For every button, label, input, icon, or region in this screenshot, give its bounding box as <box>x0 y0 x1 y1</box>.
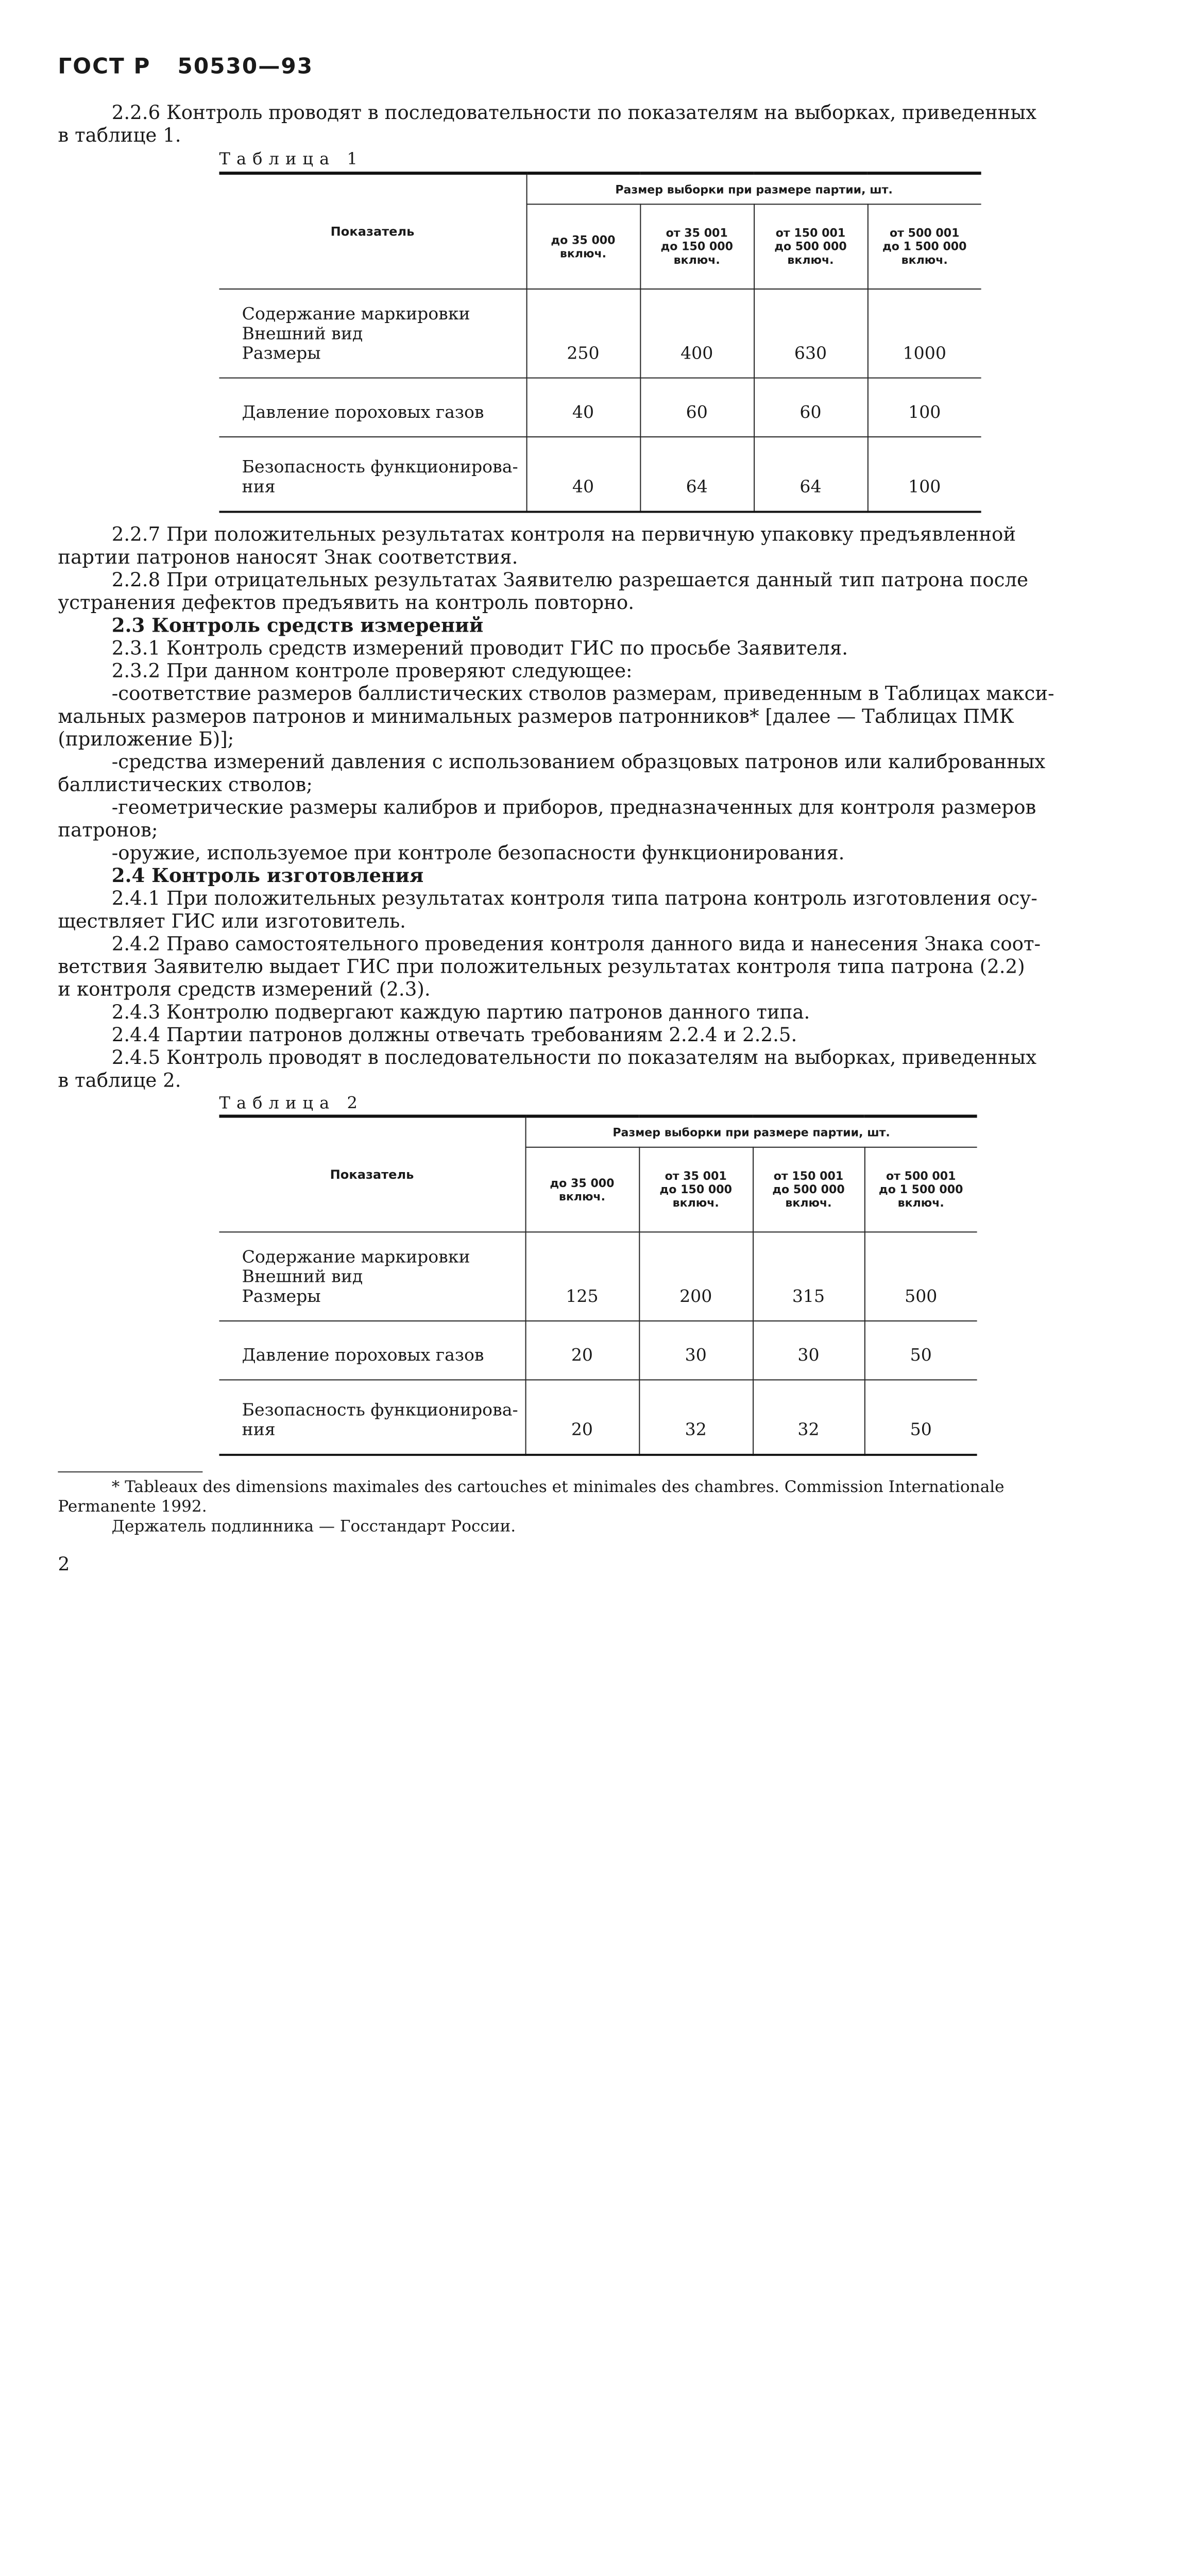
sample-size-group-header: Размер выборки при размере партии, шт. <box>525 1116 977 1147</box>
col-label: включ. <box>673 253 720 267</box>
col-label: до 35 000 включ. <box>551 233 616 260</box>
row-label-line: Содержание маркировки <box>242 304 470 324</box>
table-cell: 40 <box>526 437 640 512</box>
table-cell: 32 <box>753 1380 864 1454</box>
paragraph-2-4-5: 2.4.5 Контроль проводят в последовательности по показателям на выборках, приведенных <box>111 1047 1037 1070</box>
col-label: включ. <box>901 253 948 267</box>
table-cell: 125 <box>525 1232 639 1321</box>
table-cell: 200 <box>639 1232 753 1321</box>
section-heading-2-4: 2.4 Контроль изготовления <box>111 865 424 888</box>
paragraph-2-2-7-cont: партии патронов наносят Знак соответствия. <box>58 547 518 569</box>
table-1 <box>219 172 981 512</box>
column-header <box>867 204 981 289</box>
table-row <box>219 378 981 437</box>
col-label: от 500 001 <box>889 226 960 240</box>
row-label-line: Безопасность функционирова- <box>242 456 518 477</box>
row-label: Давление пороховых газов <box>219 378 526 437</box>
footnote-text: * Tableaux des dimensions maximales des cartouches et minimales des chambres. Commission Internationale <box>111 1478 1005 1497</box>
paragraph-2-2-8-cont: устранения дефектов предъявить на контроль повторно. <box>58 592 635 615</box>
table-cell: 20 <box>525 1321 639 1380</box>
col-label: от 150 001 <box>773 1169 844 1183</box>
col-label: от 35 001 <box>666 226 728 240</box>
column-header <box>639 1147 753 1232</box>
table-cell: 30 <box>639 1321 753 1380</box>
col-label: от 150 001 <box>775 226 846 240</box>
row-label-line: Внешний вид <box>242 324 363 344</box>
row-label: Давление пороховых газов <box>219 1321 525 1380</box>
paragraph-2-4-2-cont: и контроля средств измерений (2.3). <box>58 979 431 1001</box>
paragraph-2-4-5-cont: в таблице 2. <box>58 1070 181 1092</box>
table-row <box>219 1321 977 1380</box>
table-cell: 315 <box>753 1232 864 1321</box>
paragraph-2-4-1: 2.4.1 При положительных результатах контроля типа патрона контроль изготовления осу- <box>111 888 1037 910</box>
footnote-text-cont: Permanente 1992. <box>58 1497 207 1516</box>
paragraph-2-3-1: 2.3.1 Контроль средств измерений проводит ГИС по просьбе Заявителя. <box>111 638 848 660</box>
col-label: включ. <box>787 253 834 267</box>
table-cell: 100 <box>867 437 981 512</box>
table-row <box>219 1380 977 1454</box>
column-header <box>526 204 640 289</box>
footnote-divider <box>58 1471 202 1472</box>
row-label <box>219 437 526 512</box>
col-label: включ. <box>558 1190 606 1204</box>
table-1-caption: Таблица 1 <box>219 149 364 169</box>
list-item: -геометрические размеры калибров и приборов, предназначенных для контроля размеров <box>111 797 1036 819</box>
row-label-line: Безопасность функционирова- <box>242 1399 518 1419</box>
col-label: до 500 000 <box>772 1183 845 1197</box>
sample-size-group-header: Размер выборки при размере партии, шт. <box>526 173 981 204</box>
col-label: до 500 000 <box>774 240 847 253</box>
col-label: от 35 001 <box>665 1169 727 1183</box>
paragraph-2-2-6-cont: в таблице 1. <box>58 125 181 147</box>
col-label: включ. <box>785 1196 832 1210</box>
table-row <box>219 437 981 512</box>
row-label <box>219 1380 525 1454</box>
column-header <box>753 1147 864 1232</box>
table-cell: 630 <box>754 289 867 378</box>
col-label: включ. <box>897 1196 944 1210</box>
table-cell: 250 <box>526 289 640 378</box>
row-label-line: Размеры <box>242 1286 321 1306</box>
table-cell: 100 <box>867 378 981 437</box>
table-cell: 500 <box>864 1232 977 1321</box>
table-cell: 32 <box>639 1380 753 1454</box>
col-label: до 150 000 <box>660 240 733 253</box>
indicator-header: Показатель <box>219 1116 525 1232</box>
table-cell: 64 <box>754 437 867 512</box>
table-cell: 20 <box>525 1380 639 1454</box>
col-label: включ. <box>672 1196 719 1210</box>
col-label: до 1 500 000 <box>882 240 967 253</box>
table-row <box>219 289 981 378</box>
paragraph-2-2-7: 2.2.7 При положительных результатах контроля на первичную упаковку предъявленной <box>111 524 1016 546</box>
row-label-line: Содержание маркировки <box>242 1247 470 1267</box>
table-cell: 50 <box>864 1321 977 1380</box>
col-label: до 35 000 <box>550 1176 615 1190</box>
col-label: от 500 001 <box>886 1169 956 1183</box>
paragraph-2-4-3: 2.4.3 Контролю подвергают каждую партию патронов данного типа. <box>111 1002 810 1024</box>
original-holder-note: Держатель подлинника — Госстандарт России. <box>111 1517 516 1536</box>
standard-number: 50530—93 <box>177 54 314 79</box>
list-item: -средства измерений давления с использованием образцовых патронов или калиброванных <box>111 752 1046 774</box>
row-label-line: Размеры <box>242 343 321 363</box>
table-cell: 1000 <box>867 289 981 378</box>
table-cell: 64 <box>640 437 754 512</box>
indicator-header: Показатель <box>219 173 526 289</box>
table-cell: 60 <box>754 378 867 437</box>
col-label: до 150 000 <box>659 1183 732 1197</box>
list-item: -соответствие размеров баллистических стволов размерам, приведенным в Таблицах макси- <box>111 683 1054 705</box>
table-cell: 30 <box>753 1321 864 1380</box>
paragraph-2-4-1-cont: ществляет ГИС или изготовитель. <box>58 911 406 933</box>
column-header <box>864 1147 977 1232</box>
row-label-line: ния <box>242 476 276 496</box>
row-label <box>219 289 526 378</box>
standard-prefix: ГОСТ Р <box>58 54 151 79</box>
column-header <box>754 204 867 289</box>
table-cell: 60 <box>640 378 754 437</box>
document-header <box>58 54 313 78</box>
row-label-line: ния <box>242 1419 276 1439</box>
column-header <box>640 204 754 289</box>
row-label <box>219 1232 525 1321</box>
list-item: -оружие, используемое при контроле безопасности функционирования. <box>111 842 845 865</box>
table-2 <box>219 1115 977 1455</box>
table-cell: 400 <box>640 289 754 378</box>
paragraph-2-4-2-cont: ветствия Заявителю выдает ГИС при положительных результатах контроля типа патрона (2.2) <box>58 956 1025 978</box>
list-item-cont: мальных размеров патронов и минимальных размеров патронников* [далее — Таблицах ПМК <box>58 706 1014 728</box>
column-header <box>525 1147 639 1232</box>
row-label-line: Внешний вид <box>242 1266 363 1286</box>
paragraph-2-4-4: 2.4.4 Партии патронов должны отвечать требованиям 2.2.4 и 2.2.5. <box>111 1024 797 1047</box>
col-label: до 1 500 000 <box>878 1183 963 1197</box>
table-cell: 40 <box>526 378 640 437</box>
paragraph-2-4-2: 2.4.2 Право самостоятельного проведения контроля данного вида и нанесения Знака соот- <box>111 934 1041 956</box>
table-row <box>219 1232 977 1321</box>
paragraph-2-2-6: 2.2.6 Контроль проводят в последовательности по показателям на выборках, приведенных <box>111 102 1037 124</box>
table-2-caption: Таблица 2 <box>219 1093 364 1113</box>
list-item-cont: баллистических стволов; <box>58 774 313 796</box>
paragraph-2-2-8: 2.2.8 При отрицательных результатах Заявителю разрешается данный тип патрона после <box>111 569 1029 592</box>
section-heading-2-3: 2.3 Контроль средств измерений <box>111 615 484 637</box>
list-item-cont: (приложение Б)]; <box>58 728 234 751</box>
table-cell: 50 <box>864 1380 977 1454</box>
paragraph-2-3-2: 2.3.2 При данном контроле проверяют следующее: <box>111 660 633 683</box>
list-item-cont: патронов; <box>58 820 158 842</box>
page-number: 2 <box>58 1554 70 1576</box>
